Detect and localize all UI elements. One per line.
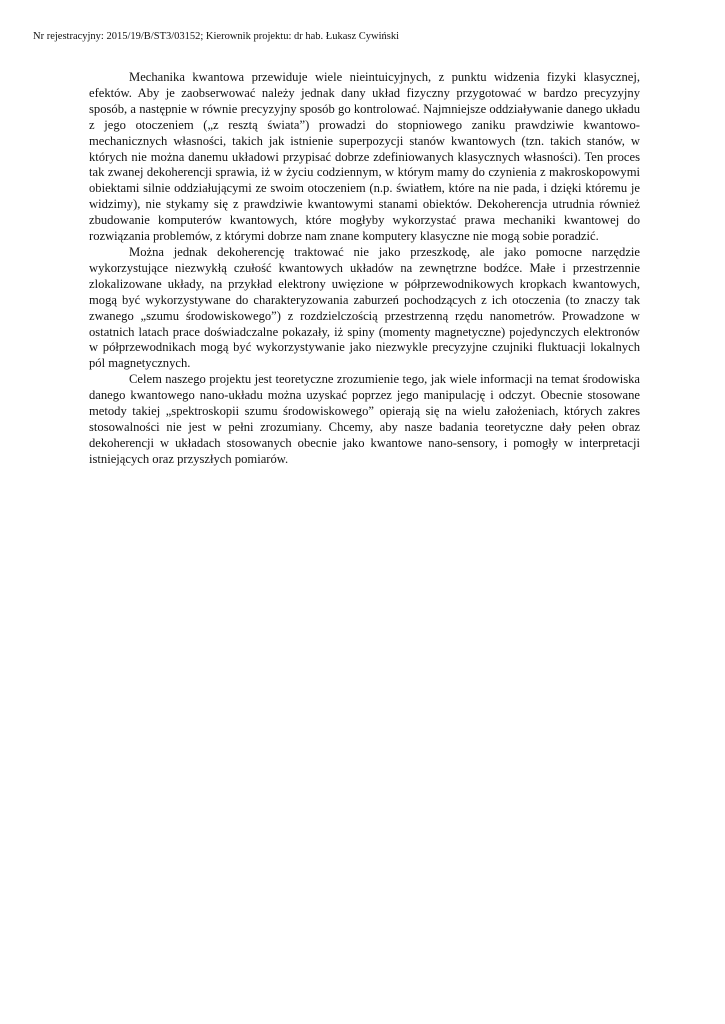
abstract-body xyxy=(89,70,640,468)
paragraph-decoherence-tool: Można jednak dekoherencję traktować nie jako przeszkodę, ale jako pomocne narzędzie wykorzystujące niezwykłą czułość kwantowych układów na zewnętrzne bodźce. Małe i przestrzennie zlokalizowane układy, na przykład elektrony uwięzione w półprzewodnikowych kropkach kwantowych, mogą być wykorzystywane do charakteryzowania zaburzeń pochodzących z ich otoczenia (to znaczy tak zwanego „szumu środowiskowego”) z rozdzielczością przestrzenną rzędu nanometrów. Prowadzone w ostatnich latach prace doświadczalne pokazały, iż spiny (momenty magnetyczne) pojedynczych elektronów w półprzewodnikach mogą być wykorzystywanie jako niezwykle precyzyjne czujniki fluktuacji lokalnych pól magnetycznych. xyxy=(89,244,640,371)
paragraph-intro: Mechanika kwantowa przewiduje wiele nieintuicyjnych, z punktu widzenia fizyki klasycznej, efektów. Aby je zaobserwować należy jednak dany układ fizyczny przygotować w bardzo precyzyjny sposób, a następnie w równie precyzyjny sposób go kontrolować. Najmniejsze oddziaływanie danego układu z jego otoczeniem („z resztą świata”) prowadzi do stopniowego zaniku prawdziwie kwantowo-mechanicznych własności, takich jak istnienie superpozycji stanów kwantowych (tzn. takich stanów, w których nie można danemu układowi przypisać dobrze zdefiniowanych klasycznych własności). Ten proces tak zwanej dekoherencji sprawia, iż w życiu codziennym, w którym mamy do czynienia z makroskopowymi obiektami silnie oddziałującymi ze swoim otoczeniem (n.p. światłem, które na nie pada, i dzięki któremu je widzimy), nie stykamy się z prawdziwie kwantowymi stanami obiektów. Dekoherencja utrudnia również zbudowanie komputerów kwantowych, które mogłyby wykorzystać prawa mechaniki kwantowej do rozwiązania problemów, z którymi dobrze nam znane komputery klasyczne nie mogą sobie poradzić. xyxy=(89,70,640,244)
paragraph-project-goal: Celem naszego projektu jest teoretyczne zrozumienie tego, jak wiele informacji na temat środowiska danego kwantowego nano-układu można uzyskać poprzez jego manipulację i odczyt. Obecnie stosowane metody takiej „spektroskopii szumu środowiskowego” opierają się na wielu założeniach, których zakres stosowalności nie jest w pełni zrozumiany. Chcemy, aby nasze badania teoretyczne dały pełen obraz dekoherencji w układach stosowanych obecnie jako kwantowe nano-sensory, i pomogły w interpretacji istniejących oraz przyszłych pomiarów. xyxy=(89,372,640,466)
registration-header: Nr rejestracyjny: 2015/19/B/ST3/03152; Kierownik projektu: dr hab. Łukasz Cywiński xyxy=(33,31,399,42)
